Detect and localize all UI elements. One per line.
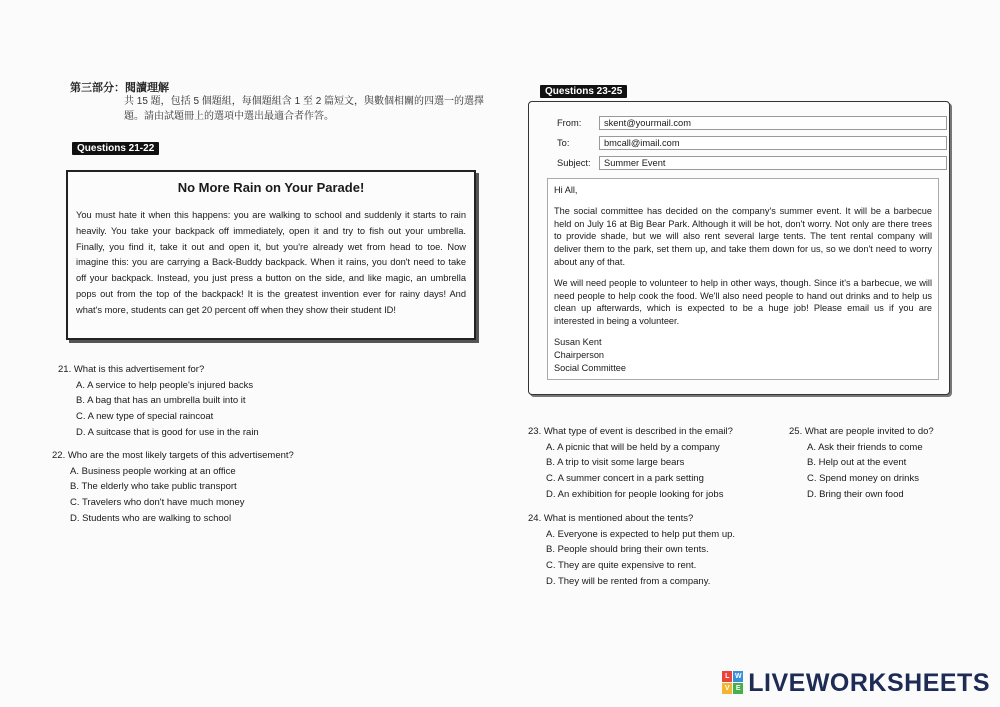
section-tag-23-25: Questions 23-25	[540, 85, 627, 98]
liveworksheets-logo-icon	[722, 671, 744, 695]
question-21	[58, 362, 458, 441]
advertisement-box	[66, 170, 476, 340]
answer-option-a[interactable]: A. A service to help people's injured backs	[76, 379, 254, 391]
signature-name: Susan Kent	[554, 336, 602, 347]
logo-square-4: E	[733, 683, 743, 694]
email-paragraph-1: The social committee has decided on the company's summer event. It will be a barbecue held on July 16 at Big Bear Park. Although it will be hot, don't worry. Not only are there trees to provide shade, but we will also rent several large tents. The tent rental company will deliver them to the park, set them up, and take them down for us, so we don't need to worry about any of that.	[554, 205, 932, 267]
email-from-label: From:	[557, 118, 582, 128]
answer-option-c[interactable]: C. A new type of special raincoat	[76, 411, 214, 423]
email-subject-row	[557, 156, 666, 171]
question-25	[789, 424, 989, 503]
answer-option-c[interactable]: C. A summer concert in a park setting	[546, 473, 704, 485]
answer-option-b[interactable]: B. A bag that has an umbrella built into it	[76, 395, 246, 407]
email-from-row	[557, 116, 691, 131]
answer-option-d[interactable]: D. Students who are walking to school	[70, 512, 232, 524]
answer-option-c[interactable]: C. Travelers who don't have much money	[70, 497, 245, 509]
question-stem: 23. What type of event is described in the email?	[528, 426, 733, 437]
email-paragraph-2: We will need people to volunteer to help in other ways, though. Since it's a barbecue, we will need people to help cook the food. We'll also need people to hand out drinks and to help us clean up afterwards, which is expected to be a huge job! Please email us if you are interested in being a volunteer.	[554, 277, 932, 327]
question-stem: 21. What is this advertisement for?	[58, 364, 205, 375]
answer-option-a[interactable]: A. Ask their friends to come	[807, 441, 923, 453]
answer-option-d[interactable]: D. A suitcase that is good for use in the rain	[76, 426, 259, 438]
answer-option-d[interactable]: D. An exhibition for people looking for jobs	[546, 488, 724, 500]
answer-option-d[interactable]: D. Bring their own food	[807, 488, 904, 500]
answer-option-c[interactable]: C. They are quite expensive to rent.	[546, 560, 697, 572]
question-stem: 24. What is mentioned about the tents?	[528, 513, 694, 524]
answer-option-a[interactable]: A. Business people working at an office	[70, 465, 236, 477]
answer-option-c[interactable]: C. Spend money on drinks	[807, 473, 919, 485]
section-tag-21-22: Questions 21-22	[72, 142, 159, 155]
question-24	[528, 511, 788, 590]
part-description: 共 15 題，包括 5 個題組，每個題組含 1 至 2 篇短文，與數個相關的四選一的選擇題。請由試題冊上的選項中選出最適合者作答。	[124, 96, 485, 122]
answer-option-a[interactable]: A. A picnic that will be held by a company	[546, 441, 720, 453]
question-stem: 22. Who are the most likely targets of this advertisement?	[52, 450, 294, 461]
signature-committee: Social Committee	[554, 362, 626, 373]
answer-option-d[interactable]: D. They will be rented from a company.	[546, 575, 711, 587]
logo-square-1: L	[722, 671, 732, 682]
email-from-field: skent@yourmail.com	[599, 116, 947, 130]
answer-option-a[interactable]: A. Everyone is expected to help put them up.	[546, 528, 736, 540]
email-to-field: bmcall@imail.com	[599, 136, 947, 150]
logo-square-2: W	[734, 673, 742, 680]
email-to-row	[557, 136, 680, 151]
answer-option-b[interactable]: B. Help out at the event	[807, 457, 907, 469]
ad-title: No More Rain on Your Parade!	[177, 180, 365, 195]
ad-body: You must hate it when this happens: you are walking to school and suddenly it starts to rain heavily. You take your backpack off immediately, open it and try to fish out your umbrella. Finally, you find it, take it out and open it, but you're already wet from head to toe. Now imagine this: you are carrying a Back-Buddy backpack. When it rains, you don't need to take off your backpack. Instead, you just press a button on the side, and like magic, an umbrella pops out from the top of the backpack! It is the greatest invention ever for rainy days! And what's more, students can get 20 percent off when they show their student ID!	[76, 210, 466, 315]
liveworksheets-logo-text: LIVEWORKSHEETS	[748, 668, 990, 697]
email-subject-field: Summer Event	[599, 156, 947, 170]
answer-option-b[interactable]: B. A trip to visit some large bears	[546, 457, 685, 469]
answer-option-b[interactable]: B. The elderly who take public transport	[70, 481, 237, 493]
email-body	[547, 178, 939, 380]
logo-square-3: V	[722, 683, 732, 694]
question-23	[528, 424, 778, 503]
email-window	[528, 101, 950, 395]
answer-option-b[interactable]: B. People should bring their own tents.	[546, 544, 709, 556]
liveworksheets-logo	[722, 669, 990, 697]
email-to-label: To:	[557, 138, 570, 148]
question-stem: 25. What are people invited to do?	[789, 426, 934, 437]
signature-title: Chairperson	[554, 349, 605, 360]
email-greeting: Hi All,	[554, 185, 578, 195]
part-header: 第三部分：閱讀理解	[70, 82, 169, 94]
email-subject-label: Subject:	[557, 158, 591, 168]
question-22	[52, 448, 472, 527]
